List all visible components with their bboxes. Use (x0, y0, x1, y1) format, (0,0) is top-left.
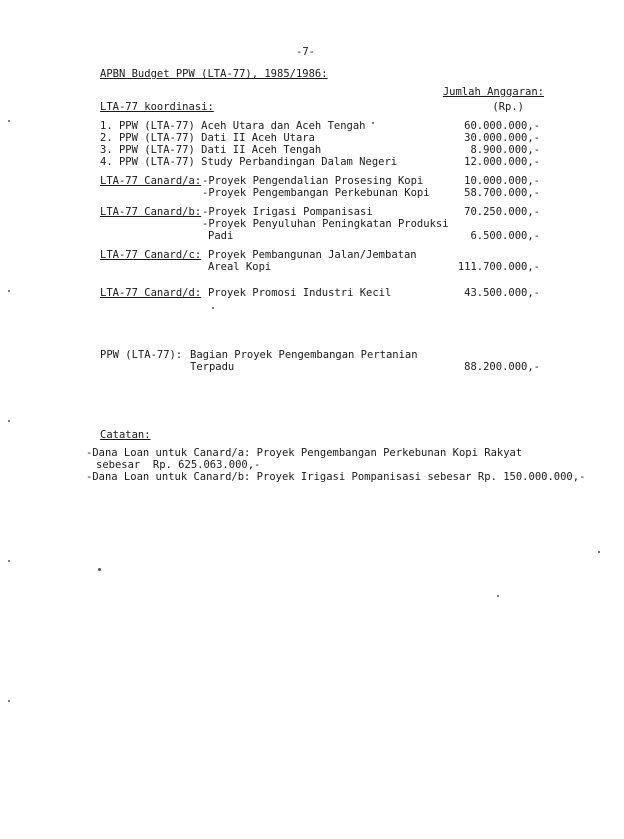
canard-a-label: LTA-77 Canard/a: (100, 175, 202, 187)
canard-c-line-1: Proyek Pembangunan Jalan/Jembatan (208, 249, 417, 261)
scan-speck (8, 290, 10, 292)
catatan-note-1-line-1: -Dana Loan untuk Canard/a: Proyek Pengembangan Perkebunan Kopi Rakyat (86, 447, 523, 459)
koordinasi-amount-2: 30.000.000,- (464, 132, 540, 144)
column-header-jumlah: Jumlah Anggaran: (442, 86, 544, 98)
scan-speck (497, 595, 499, 597)
canard-a-amount-1: 10.000.000,- (464, 175, 540, 187)
page-number: -7- (296, 46, 315, 58)
canard-c-amount: 111.700.000,- (457, 261, 540, 273)
canard-c-label: LTA-77 Canard/c: (100, 249, 202, 261)
canard-b-label: LTA-77 Canard/b: (100, 206, 202, 218)
scan-speck (8, 560, 10, 562)
scan-speck (372, 122, 374, 124)
column-header-unit: (Rp.) (492, 101, 524, 113)
catatan-note-2: -Dana Loan untuk Canard/b: Proyek Irigasi Pompanisasi sebesar Rp. 150.000.000,- (86, 471, 586, 483)
canard-a-line-1: -Proyek Pengendalian Prosesing Kopi (202, 175, 424, 187)
ppw-line-2: Terpadu (190, 361, 235, 373)
scan-speck (8, 420, 10, 422)
canard-d-amount: 43.500.000,- (464, 287, 540, 299)
canard-a-line-2: -Proyek Pengembangan Perkebunan Kopi (202, 187, 430, 199)
canard-b-line-1: -Proyek Irigasi Pompanisasi (202, 206, 373, 218)
koordinasi-item-4: 4. PPW (LTA-77) Study Perbandingan Dalam Negeri (100, 156, 398, 168)
koordinasi-item-1: 1. PPW (LTA-77) Aceh Utara dan Aceh Tengah (100, 120, 366, 132)
canard-b-line-2: -Proyek Penyuluhan Peningkatan Produksi (202, 218, 449, 230)
ppw-label: PPW (LTA-77): (100, 349, 183, 361)
canard-b-amount-2: 6.500.000,- (470, 230, 540, 242)
koordinasi-item-2: 2. PPW (LTA-77) Dati II Aceh Utara (100, 132, 315, 144)
scan-speck (98, 568, 101, 571)
koordinasi-label: LTA-77 koordinasi: (100, 101, 214, 113)
scan-speck (8, 120, 10, 122)
koordinasi-item-3: 3. PPW (LTA-77) Dati II Aceh Tengah (100, 144, 322, 156)
scan-speck (598, 551, 600, 553)
canard-d-label: LTA-77 Canard/d: (100, 287, 202, 299)
koordinasi-amount-4: 12.000.000,- (464, 156, 540, 168)
scan-speck (212, 307, 214, 309)
canard-d-line-1: Proyek Promosi Industri Kecil (208, 287, 392, 299)
koordinasi-amount-1: 60.000.000,- (464, 120, 540, 132)
budget-heading: APBN Budget PPW (LTA-77), 1985/1986: (100, 68, 328, 80)
ppw-line-1: Bagian Proyek Pengembangan Pertanian (190, 349, 418, 361)
canard-c-line-2: Areal Kopi (208, 261, 272, 273)
canard-b-line-3: Padi (208, 230, 234, 242)
scan-speck (8, 700, 10, 702)
canard-b-amount-1: 70.250.000,- (464, 206, 540, 218)
ppw-amount: 88.200.000,- (464, 361, 540, 373)
koordinasi-amount-3: 8.900.000,- (470, 144, 540, 156)
canard-a-amount-2: 58.700.000,- (464, 187, 540, 199)
catatan-heading: Catatan: (100, 429, 151, 441)
catatan-note-1-line-2: sebesar Rp. 625.063.000,- (96, 459, 261, 471)
